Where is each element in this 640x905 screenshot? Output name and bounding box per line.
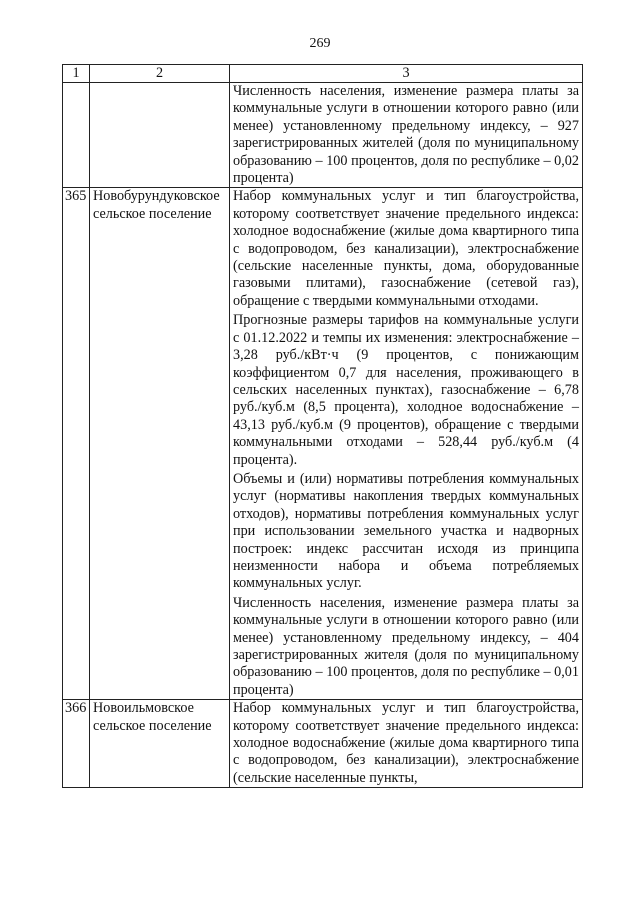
header-col-3: 3: [230, 65, 583, 83]
settlement-name: Новобурундуковское сельское поселение: [90, 188, 230, 700]
row-description: [230, 188, 583, 700]
table-header-row: [63, 65, 583, 83]
row-number: 365: [63, 188, 90, 700]
description-paragraph: Набор коммунальных услуг и тип благоустройства, которому соответствует значение предельного индекса: холодное водоснабжение (жилые дома квартирного типа с водопроводом, без канализации), электроснабжение (сельские населенные пункты, дома, оборудованные газовыми плитами), газоснабжение (сетевой газ), обращение с твердыми коммунальными отходами.: [233, 188, 579, 309]
description-paragraph: Численность населения, изменение размера платы за коммунальные услуги в отношении которого равно (или менее) установленному предельному индексу, – 927 зарегистрированных жителей (доля по муниципальному образованию – 100 процентов, доля по республике – 0,02 процента): [233, 83, 579, 187]
tariff-table: [62, 64, 583, 788]
header-col-2: 2: [90, 65, 230, 83]
table-row: [63, 188, 583, 700]
table-row: [63, 700, 583, 788]
description-paragraph: Набор коммунальных услуг и тип благоустройства, которому соответствует значение предельного индекса: холодное водоснабжение (жилые дома квартирного типа с водопроводом, без канализации), электроснабжение (сельские населенные пункты,: [233, 700, 579, 786]
row-number: 366: [63, 700, 90, 788]
description-paragraph: Численность населения, изменение размера платы за коммунальные услуги в отношении которого равно (или менее) установленному предельному индексу, – 404 зарегистрированных жителя (доля по муниципальному образованию – 100 процентов, доля по республике – 0,01 процента): [233, 594, 579, 698]
table-row: [63, 83, 583, 188]
settlement-name: Новоильмовское сельское поселение: [90, 700, 230, 788]
row-description: [230, 83, 583, 188]
description-paragraph: Прогнозные размеры тарифов на коммунальные услуги с 01.12.2022 и темпы их изменения: электроснабжение – 3,28 руб./кВт·ч (9 процентов, с понижающим коэффициентом 0,7 для населения, проживающего в сельских населенных пунктах), газоснабжение – 6,78 руб./куб.м (8,5 процента), холодное водоснабжение – 43,13 руб./куб.м (9 процентов), обращение с твердыми коммунальными отходами – 528,44 руб./куб.м (4 процента).: [233, 312, 579, 468]
description-paragraph: Объемы и (или) нормативы потребления коммунальных услуг (нормативы накопления твердых коммунальных отходов), нормативы потребления коммунальных услуг при использовании земельного участка и надворных построек: индекс рассчитан исходя из принципа неизменности набора и объема потребляемых коммунальных услуг.: [233, 470, 579, 592]
row-number: [63, 83, 90, 188]
settlement-name: [90, 83, 230, 188]
page-number: 269: [309, 36, 331, 51]
row-description: [230, 700, 583, 788]
header-col-1: 1: [63, 65, 90, 83]
